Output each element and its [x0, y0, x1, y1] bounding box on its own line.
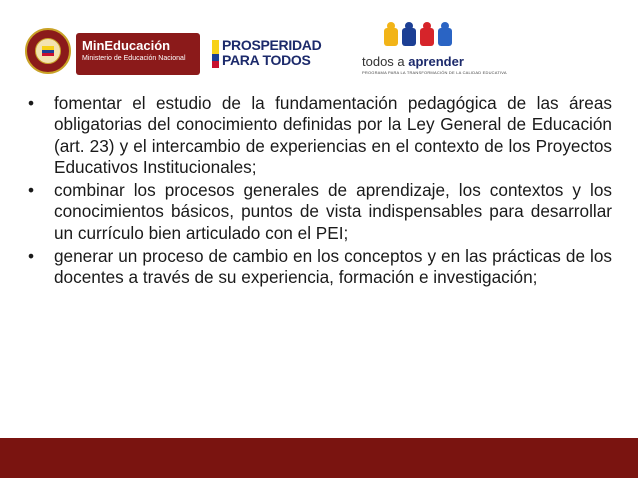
footer-bar: [0, 438, 638, 478]
bullet-text: combinar los procesos generales de aprendizaje, los contextos y los conocimientos básicos, puntos de vista indispensables para desarrollar un currículo bien articulado con el PEI;: [54, 180, 612, 243]
mineducacion-logo: [76, 33, 200, 75]
taa-tagline: PROGRAMA PARA LA TRANSFORMACIÓN DE LA CALIDAD EDUCATIVA: [362, 70, 507, 75]
bullet-text: fomentar el estudio de la fundamentación pedagógica de las áreas obligatorias del conocimiento definidas por la Ley General de Educación (art. 23) y el intercambio de experiencias en el contexto de los Proyectos Educativos Institucionales;: [54, 93, 612, 177]
taa-prefix: todos a: [362, 54, 409, 69]
taa-bold: aprender: [408, 54, 464, 69]
mineducacion-subtitle: Ministerio de Educación Nacional: [82, 55, 186, 62]
prosperidad-logo: [212, 38, 332, 70]
list-item: [28, 93, 612, 178]
bullet-list: [28, 93, 612, 291]
prosperidad-line1: PROSPERIDAD: [222, 37, 322, 53]
list-item: [28, 180, 612, 244]
flag-icon: [212, 40, 219, 68]
people-figures-icon: [380, 24, 460, 52]
todos-a-aprender-logo: [362, 24, 507, 78]
colombia-seal-icon: [25, 28, 71, 74]
bullet-marker: •: [28, 180, 35, 201]
list-item: [28, 246, 612, 289]
mineducacion-title: MinEducación: [82, 38, 171, 53]
bullet-marker: •: [28, 246, 35, 267]
prosperidad-line2: PARA TODOS: [222, 52, 311, 68]
bullet-text: generar un proceso de cambio en los conceptos y en las prácticas de los docentes a través de su experiencia, formación e investigación;: [54, 246, 612, 288]
bullet-marker: •: [28, 93, 35, 113]
header-logos: [0, 0, 638, 90]
